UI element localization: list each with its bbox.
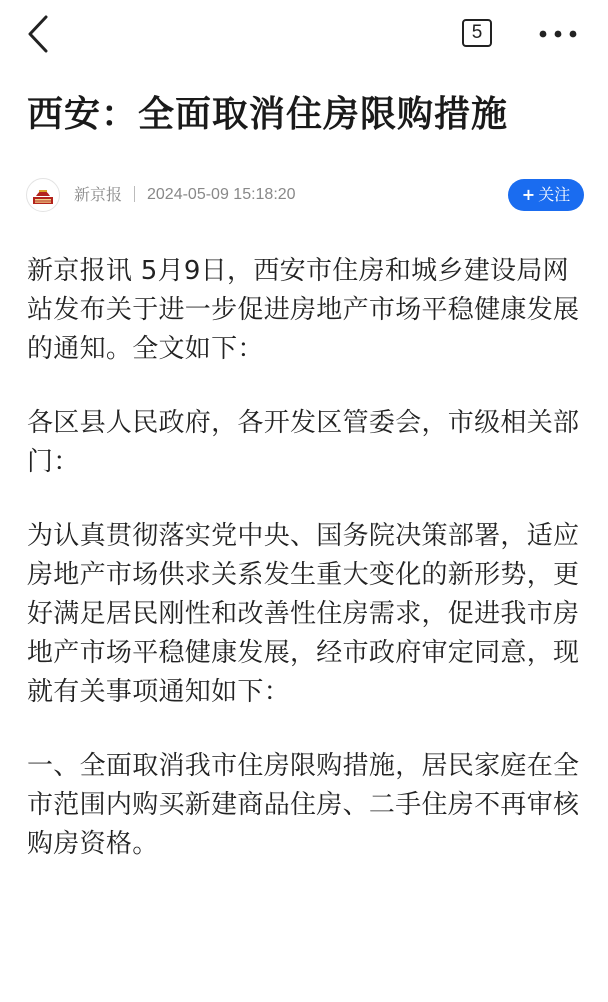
publish-datetime: 2024-05-09 15:18:20 (147, 186, 296, 203)
article-paragraph: 一、全面取消我市住房限购措施，居民家庭在全市范围内购买新建商品住房、二手住房不再审核购房资格。 (27, 751, 580, 859)
more-horizontal-icon (538, 29, 578, 39)
newspaper-logo-icon (27, 179, 59, 211)
tab-count-button[interactable]: 5 (462, 19, 492, 47)
chevron-left-icon (26, 15, 50, 53)
source-avatar[interactable] (26, 178, 60, 212)
article-title: 西安：全面取消住房限购措施 (27, 94, 509, 135)
article-paragraph: 新京报讯 5月9日，西安市住房和城乡建设局网站发布关于进一步促进房地产市场平稳健康发展的通知。全文如下： (27, 256, 580, 364)
more-options-button[interactable] (534, 20, 582, 48)
plus-icon: + (521, 185, 536, 204)
top-navigation-bar (0, 0, 608, 70)
source-name[interactable]: 新京报 (74, 185, 123, 204)
article-paragraph: 各区县人民政府，各开发区管委会，市级相关部门： (27, 408, 580, 477)
follow-label: 关注 (538, 185, 571, 204)
article-body (27, 252, 587, 899)
article-meta (26, 176, 586, 214)
follow-button[interactable] (508, 179, 584, 211)
meta-divider (134, 186, 135, 202)
article-paragraph: 为认真贯彻落实党中央、国务院决策部署，适应房地产市场供求关系发生重大变化的新形势，更好满足居民刚性和改善性住房需求，促进我市房地产市场平稳健康发展，经市政府审定同意，现就有关事项通知如下： (27, 521, 580, 707)
back-button[interactable] (18, 12, 58, 56)
